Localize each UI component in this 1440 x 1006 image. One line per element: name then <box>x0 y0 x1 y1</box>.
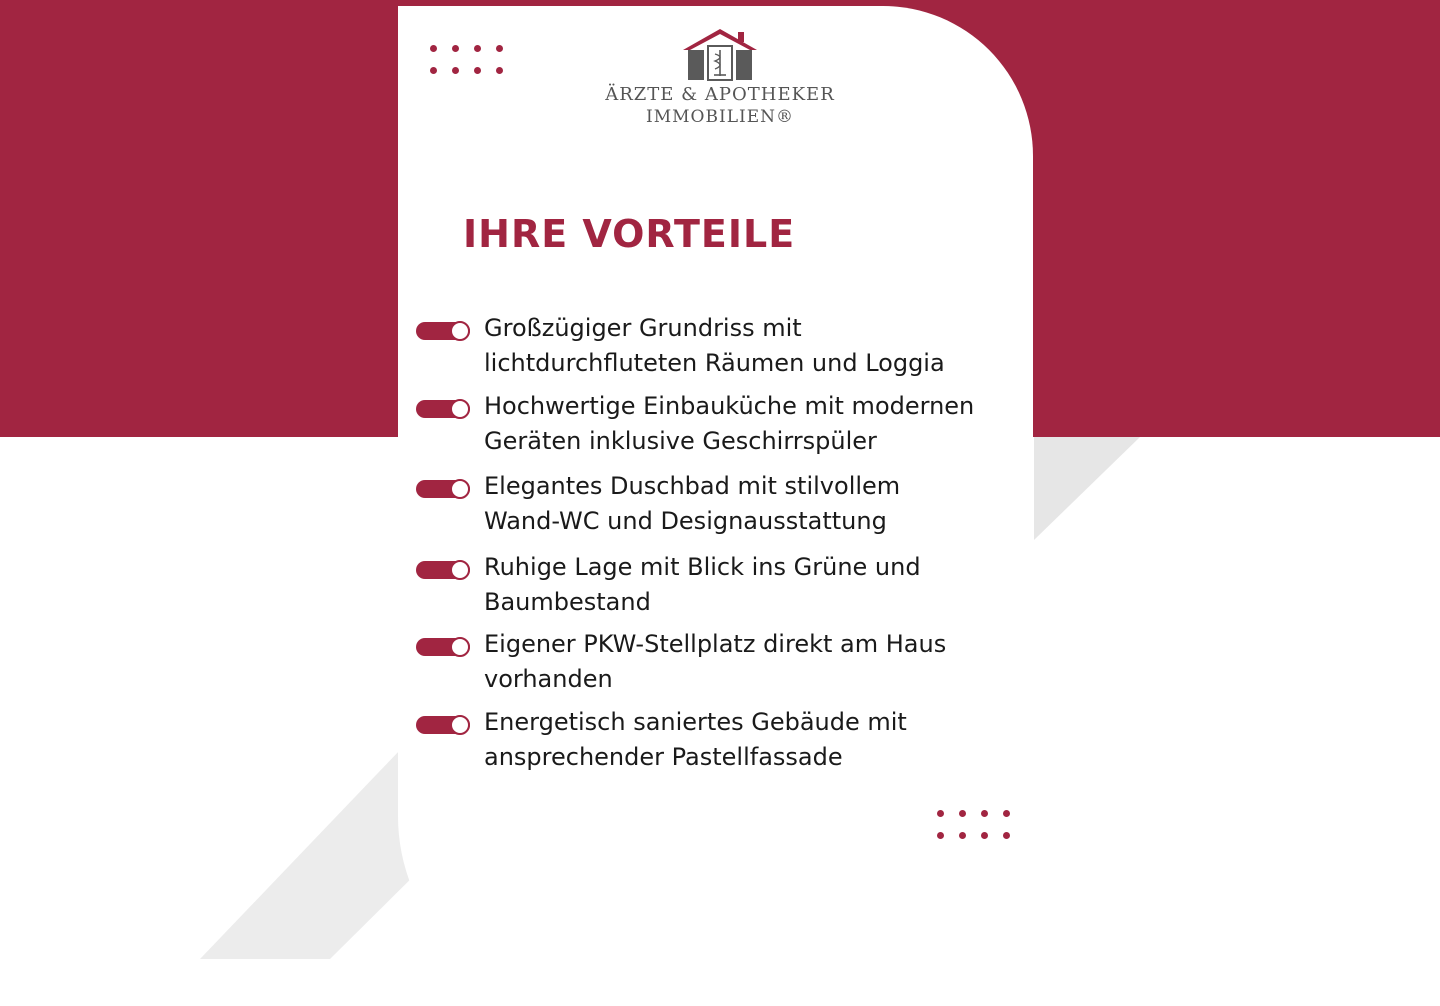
company-logo <box>600 26 840 128</box>
benefit-text: Energetisch saniertes Gebäude mit ansprechender Pastellfassade <box>484 708 907 771</box>
benefit-item <box>416 389 1016 459</box>
benefit-item <box>416 705 1016 775</box>
toggle-on-icon <box>416 714 472 736</box>
benefit-item <box>416 550 1016 620</box>
toggle-on-icon <box>416 320 472 342</box>
toggle-on-icon <box>416 398 472 420</box>
benefit-text: Großzügiger Grundriss mit lichtdurchfluteten Räumen und Loggia <box>484 314 945 377</box>
benefit-item <box>416 311 1016 381</box>
benefit-text: Eigener PKW-Stellplatz direkt am Haus vorhanden <box>484 630 947 693</box>
dot-pattern-bottom <box>937 810 1011 840</box>
logo-text-line2: IMMOBILIEN® <box>646 107 794 127</box>
logo-text-line1: ÄRZTE & APOTHEKER <box>605 84 835 105</box>
toggle-on-icon <box>416 636 472 658</box>
toggle-on-icon <box>416 478 472 500</box>
benefit-text: Hochwertige Einbauküche mit modernen Geräten inklusive Geschirrspüler <box>484 392 975 455</box>
benefit-item <box>416 627 1016 697</box>
benefit-item <box>416 469 1016 539</box>
page-title: IHRE VORTEILE <box>463 212 796 256</box>
toggle-on-icon <box>416 559 472 581</box>
benefit-text: Ruhige Lage mit Blick ins Grüne und Baumbestand <box>484 553 921 616</box>
house-with-caduceus-icon <box>680 26 760 82</box>
benefit-text: Elegantes Duschbad mit stilvollem Wand-WC und Designausstattung <box>484 472 901 535</box>
dot-pattern-top <box>430 45 504 75</box>
